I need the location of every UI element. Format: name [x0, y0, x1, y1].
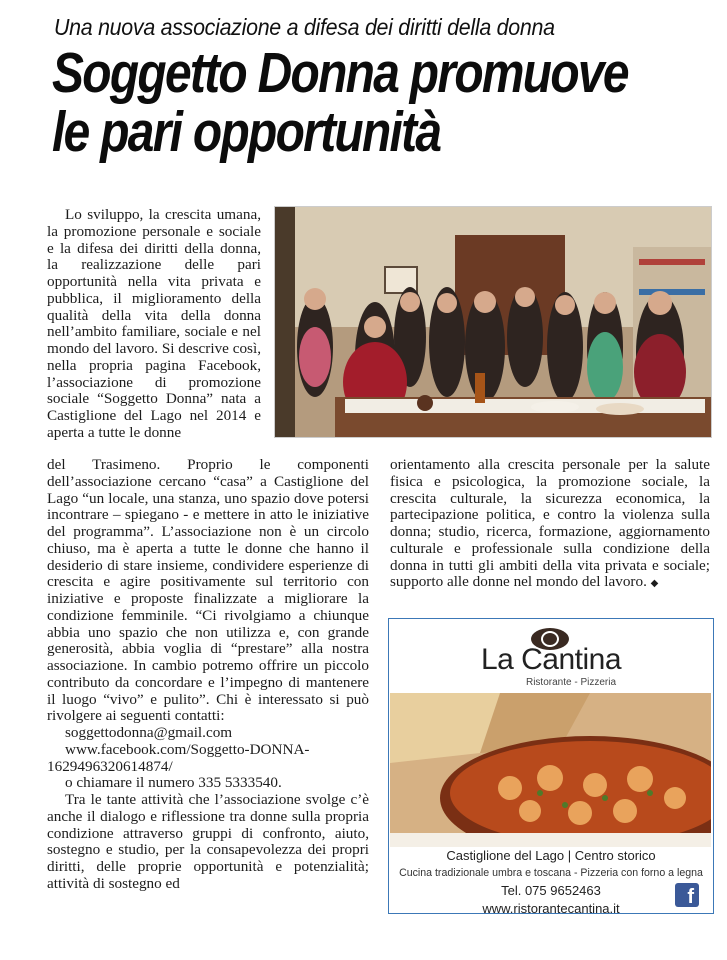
body-paragraph: Lo sviluppo, la crescita umana, la promozione personale e sociale e la difesa dei diritti della donna, la realizzazione delle pari opportunità nella vita privata e pubblica, il miglioramento della qualità della vita della donna nell’ambito familiare, sociale e nel mondo del lavoro. Si descrive così, nella propria pagina Facebook, l’associazione di promozione sociale “Soggetto Donna” nata a Castiglione del Lago nel 2014 e aperta a tutte le donne — [47, 206, 261, 441]
body-text: orientamento alla crescita personale per la salute fisica e psicologica, la promozione sociale, la crescita culturale, la sicurezza economica, la partecipazione politica, e contro la violenza sulla donna; studio, ricerca, formazione, aggiornamento culturale e professionale sulla condizione della donna in tutti gli ambiti della vita privata e sociale; supporto alle donne nel mondo del lavoro. — [390, 456, 710, 591]
ad-subtitle: Ristorante - Pizzeria — [525, 677, 617, 688]
ad-location: Castiglione del Lago | Centro storico — [446, 848, 656, 863]
headline-line-2: le pari opportunità — [52, 100, 441, 164]
article-column-1-bottom — [47, 457, 369, 893]
body-paragraph — [390, 457, 710, 593]
kicker: Una nuova associazione a difesa dei diritti della donna — [54, 14, 555, 40]
end-mark-icon: ◆ — [650, 578, 659, 590]
body-paragraph: del Trasimeno. Proprio le componenti dell’associazione cercano “casa” a Castiglione del Lago “un locale, una stanza, uno spazio dove potersi incontrare – spiegano - e mettere in atto le iniziative del programma”. L’associazione non è un circolo chiuso, ma è aperta a tutte le donne che hanno il desiderio di stare insieme, condividere esperienze di crescita e agire positivamente sul territorio con iniziative e proposte finalizzate a migliorare la condizione femminile. “Ci rivolgiamo a chiunque abbia uno spazio che non utilizza e, con grande generosità, abbia voglia di “prestare” alla nostra associazione. In cambio potremo offrire un piccolo contributo da concordare e l’impegno di mantenere il luogo “vivo” e pulito”. Chi è interessato si può rivolgere ai seguenti contatti: — [47, 456, 369, 725]
contact-email[interactable]: soggettodonna@gmail.com — [65, 724, 233, 741]
body-paragraph: Tra le tante attività che l’associazione svolge c’è anche il dialogo e riflessione tra donne sulla propria condizione attraverso gruppi di confronto, aiuto, sostegno e studio, per la consapevolezza dei propri diritti, delle proprie opportunità e potenzialità; attività di sostegno ed — [47, 791, 369, 892]
ad-description: Cucina tradizionale umbra e toscana - Pizzeria con forno a legna — [399, 867, 703, 879]
article-photo — [274, 206, 712, 438]
ad-brand-name: La Cantina — [480, 643, 622, 676]
ad-website-link[interactable]: www.ristorantecantina.it — [482, 901, 620, 916]
contact-facebook[interactable]: www.facebook.com/Soggetto-DONNA-1629496320614874/ — [47, 740, 310, 775]
advertisement[interactable] — [388, 618, 714, 914]
headline — [52, 41, 640, 164]
article-column-1-top — [47, 207, 261, 442]
ad-food-image — [390, 693, 711, 847]
contact-phone: o chiamare il numero 335 5333540. — [65, 774, 282, 792]
facebook-icon[interactable]: f — [675, 883, 699, 907]
headline-line-1: Soggetto Donna promuove — [52, 41, 628, 105]
ad-telephone: Tel. 075 9652463 — [501, 883, 601, 898]
group-photo-image — [275, 207, 712, 438]
article-column-2 — [390, 457, 710, 593]
